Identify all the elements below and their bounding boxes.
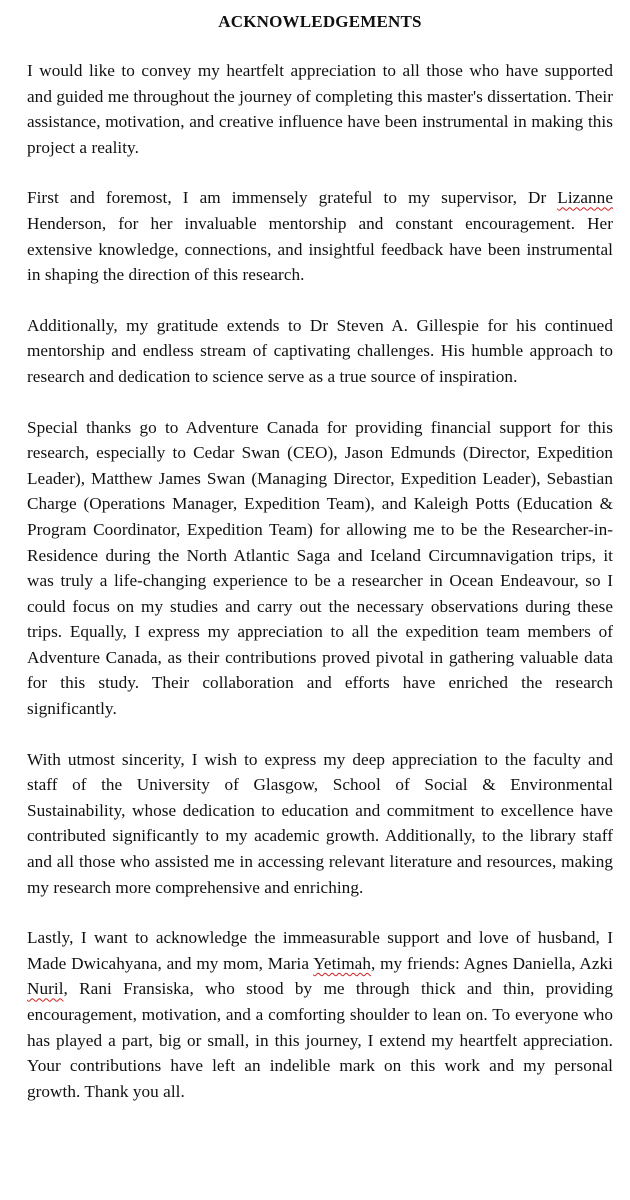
paragraph-intro [27, 58, 613, 160]
paragraph-text: I would like to convey my heartfelt appreciation to all those who have supported and guided me throughout the journey of completing this master's dissertation. Their assistance, motivation, and creative influence have been instrumental in making this project a reality. [27, 61, 613, 157]
misspelled-word[interactable]: Nuril [27, 979, 64, 999]
paragraph-text: Lastly, I want to acknowledge the immeasurable support and love of husband, I Made Dwicahyana, and my mom, Maria [27, 928, 613, 973]
paragraph-text: Henderson, for her invaluable mentorship and constant encouragement. Her extensive knowledge, connections, and insightful feedback have been instrumental in shaping the direction of this research. [27, 213, 613, 285]
paragraph-text: With utmost sincerity, I wish to express my deep appreciation to the faculty and staff of the University of Glasgow, School of Social & Environmental Sustainability, whose dedication to education and commitment to excellence have contributed significantly to my academic growth. Additionally, to the library staff and all those who assisted me in accessing relevant literature and resources, making my research more comprehensive and enriching. [27, 749, 613, 897]
page-title: ACKNOWLEDGEMENTS [218, 12, 422, 31]
paragraph-text: First and foremost, I am immensely grateful to my supervisor, Dr [27, 188, 558, 208]
paragraph-family [27, 925, 613, 1104]
paragraph-text: , my friends: Agnes Daniella, Azki [371, 953, 613, 973]
paragraph-supervisor [27, 185, 613, 287]
misspelled-word[interactable]: Yetimah [313, 953, 371, 973]
paragraph-adventure-canada [27, 415, 613, 722]
misspelled-word[interactable]: Lizanne [557, 188, 613, 208]
paragraph-university [27, 747, 613, 901]
paragraph-gillespie [27, 313, 613, 390]
paragraph-text: Additionally, my gratitude extends to Dr Steven A. Gillespie for his continued mentorship and endless stream of captivating challenges. His humble approach to research and dedication to science serve as a true source of inspiration. [27, 315, 613, 386]
paragraph-text: Special thanks go to Adventure Canada for providing financial support for this research, especially to Cedar Swan (CEO), Jason Edmunds (Director, Expedition Leader), Matthew James Swan (Managing Director, Expedition Leader), Sebastian Charge (Operations Manager, Expedition Team), and Kaleigh Potts (Education & Program Coordinator, Expedition Team) for allowing me to be the Researcher-in-Residence during the North Atlantic Saga and Iceland Circumnavigation trips, it was truly a life-changing experience to be a researcher in Ocean Endeavour, so I could focus on my studies and carry out the necessary observations during these trips. Equally, I express my appreciation to all the expedition team members of Adventure Canada, as their contributions proved pivotal in gathering valuable data for this study. Their collaboration and efforts have enriched the research significantly. [27, 417, 613, 719]
paragraph-text: , Rani Fransiska, who stood by me through thick and thin, providing encouragement, motivation, and a comforting shoulder to lean on. To everyone who has played a part, big or small, in this journey, I extend my heartfelt appreciation. Your contributions have left an indelible mark on this work and my personal growth. Thank you all. [27, 979, 613, 1101]
